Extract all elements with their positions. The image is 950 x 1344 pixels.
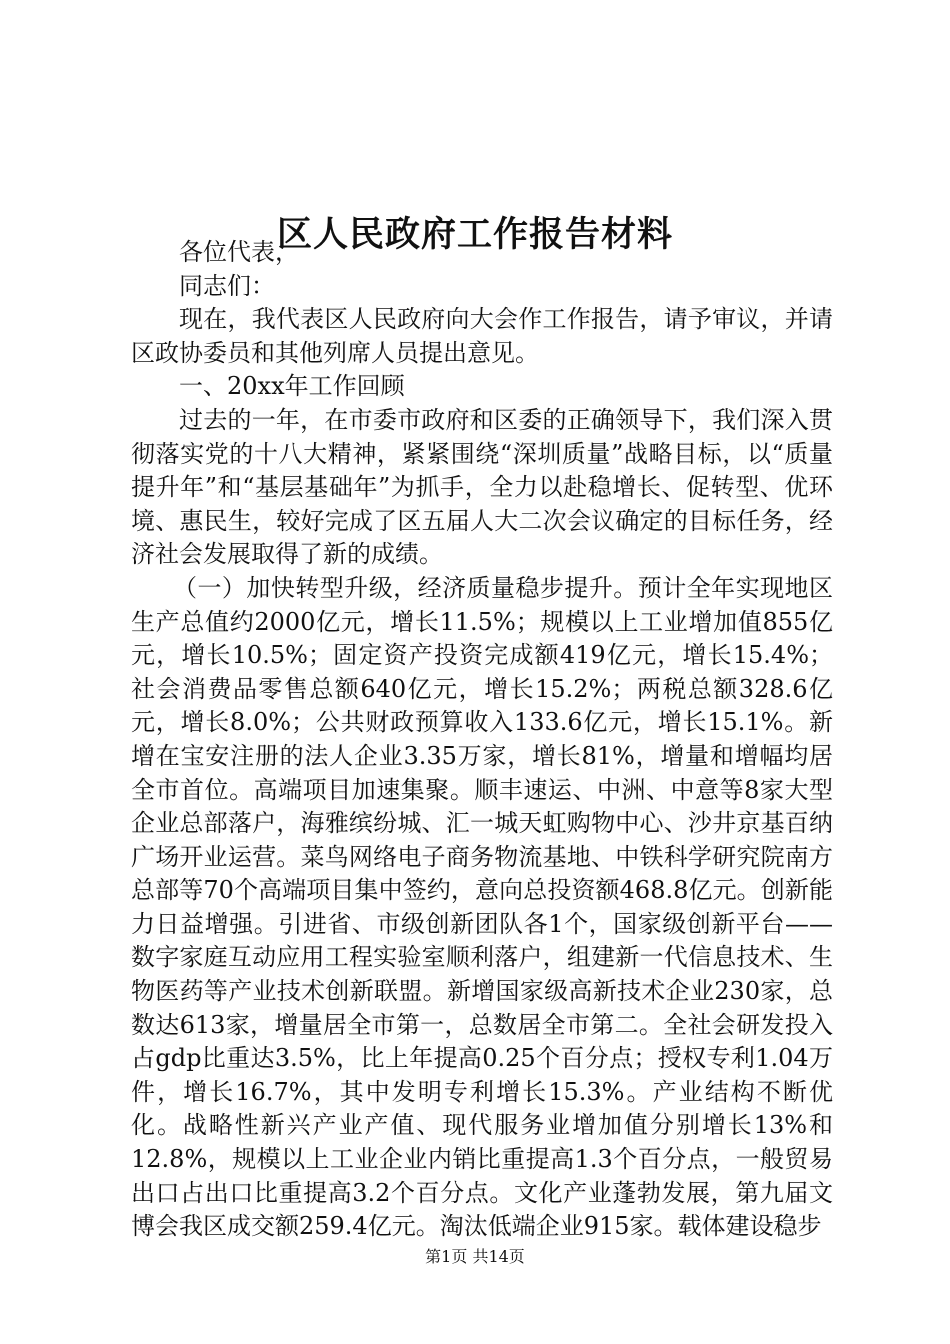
subsection-paragraph: （一）加快转型升级，经济质量稳步提升。预计全年实现地区生产总值约2000亿元，增长11.5%；规模以上工业增加值855亿元，增长10.5%；固定资产投资完成额419亿元，增长15.4%；社会消费品零售总额640亿元，增长15.2%；两税总额328.6亿元，增长8.0%；公共财政预算收入133.6亿元，增长15.1%。新增在宝安注册的法人企业3.35万家，增长81%，增量和增幅均居全市首位。高端项目加速集聚。顺丰速运、中洲、中意等8家大型企业总部落户，海雅缤纷城、汇一城天虹购物中心、沙井京基百纳广场开业运营。菜鸟网络电子商务物流基地、中铁科学研究院南方总部等70个高端项目集中签约，意向总投资额468.8亿元。创新能力日益增强。引进省、市级创新团队各1个，国家级创新平台——数字家庭互动应用工程实验室顺利落户，组建新一代信息技术、生物医药等产业技术创新联盟。新增国家级高新技术企业230家，总数达613家，增量居全市第一，总数居全市第二。全社会研发投入占gdp比重达3.5%，比上年提高0.25个百分点；授权专利1.04万件，增长16.7%，其中发明专利增长15.3%。产业结构不断优化。战略性新兴产业产值、现代服务业增加值分别增长13%和12.8%，规模以上工业企业内销比重提高1.3个百分点，一般贸易出口占出口比重提高3.2个百分点。文化产业蓬勃发展，第九届文博会我区成交额259.4亿元。淘汰低端企业915家。载体建设稳步 (131, 573, 833, 1241)
document-body (131, 236, 833, 1244)
salutation-1: 各位代表， (179, 238, 299, 266)
review-paragraph: 过去的一年，在市委市政府和区委的正确领导下，我们深入贯彻落实党的十八大精神，紧紧围绕“深圳质量”战略目标，以“质量提升年”和“基层基础年”为抓手，全力以赴稳增长、促转型、优环境、惠民生，较好完成了区五届人大二次会议确定的目标任务，经济社会发展取得了新的成绩。 (131, 405, 833, 569)
section-heading: 一、20xx年工作回顾 (179, 372, 405, 401)
page-footer: 第1页 共14页 (425, 1247, 525, 1266)
intro-paragraph: 现在，我代表区人民政府向大会作工作报告，请予审议，并请区政协委员和其他列席人员提出意见。 (131, 305, 833, 367)
document-title: 区人民政府工作报告材料 (276, 214, 673, 256)
salutation-2: 同志们： (179, 271, 275, 300)
